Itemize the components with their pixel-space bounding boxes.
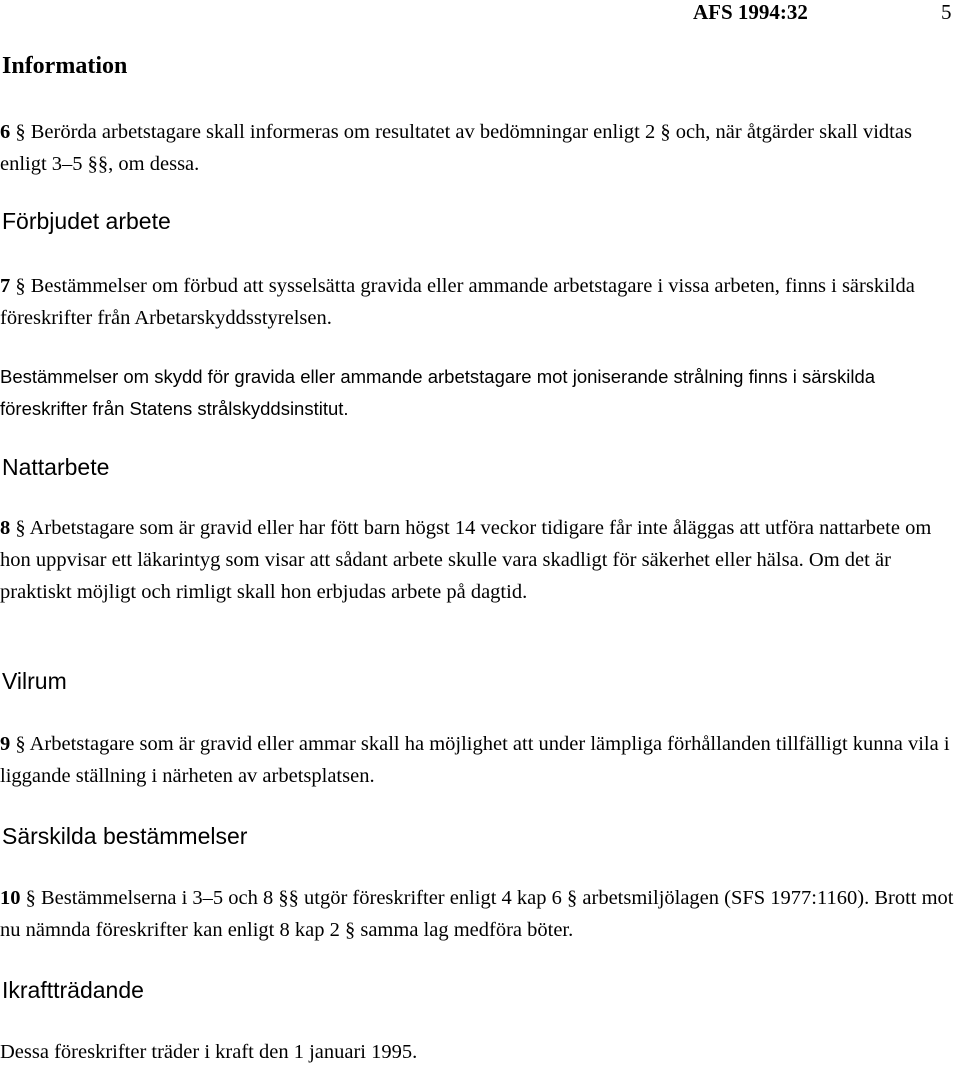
page-number: 5 [941, 0, 952, 24]
paragraph-7 [0, 270, 958, 334]
paragraph-9 [0, 728, 958, 792]
paragraph-text: § Bestämmelserna i 3–5 och 8 §§ utgör föreskrifter enligt 4 kap 6 § arbetsmiljölagen (SFS 1977:1160). Brott mot nu nämnda föreskrifter kan enligt 8 kap 2 § samma lag medföra böter. [0, 887, 954, 941]
paragraph-entry-into-force [0, 1036, 958, 1068]
paragraph-6 [0, 116, 958, 180]
section-number: 6 [0, 121, 11, 143]
section-number: 10 [0, 887, 21, 909]
paragraph-text: Bestämmelser om skydd för gravida eller ammande arbetstagare mot joniserande strålning finns i särskilda föreskrifter från Statens strålskyddsinstitut. [0, 366, 876, 419]
paragraph-text: Dessa föreskrifter träder i kraft den 1 januari 1995. [0, 1041, 418, 1063]
paragraph-text: § Berörda arbetstagare skall informeras om resultatet av bedömningar enligt 2 § och, när åtgärder skall vidtas enligt 3–5 §§, om dessa. [0, 121, 912, 175]
section-number: 9 [0, 733, 11, 755]
section-heading-nattarbete: Nattarbete [2, 454, 110, 480]
paragraph-7-continued [0, 361, 958, 425]
paragraph-8 [0, 512, 958, 608]
section-heading-vilrum: Vilrum [2, 668, 67, 694]
paragraph-text: § Bestämmelser om förbud att sysselsätta gravida eller ammande arbetstagare i vissa arbeten, finns i särskilda föreskrifter från Arbetarskyddsstyrelsen. [0, 275, 915, 329]
section-number: 8 [0, 517, 11, 539]
section-heading-forbjudet-arbete: Förbjudet arbete [2, 208, 171, 234]
section-heading-ikrafttradande: Ikraftträdande [2, 977, 144, 1003]
section-heading-information: Information [2, 53, 128, 79]
section-number: 7 [0, 275, 11, 297]
paragraph-10 [0, 882, 958, 946]
paragraph-text: § Arbetstagare som är gravid eller ammar skall ha möjlighet att under lämpliga förhållanden tillfälligt kunna vila i liggande ställning i närheten av arbetsplatsen. [0, 733, 950, 787]
paragraph-text: § Arbetstagare som är gravid eller har fött barn högst 14 veckor tidigare får inte åläggas att utföra nattarbete om hon uppvisar ett läkarintyg som visar att sådant arbete skulle vara skadligt för säkerhet eller hälsa. Om det är praktiskt möjligt och rimligt skall hon erbjudas arbete på dagtid. [0, 517, 932, 603]
document-code: AFS 1994:32 [693, 0, 808, 24]
section-heading-sarskilda-bestammelser: Särskilda bestämmelser [2, 823, 248, 849]
